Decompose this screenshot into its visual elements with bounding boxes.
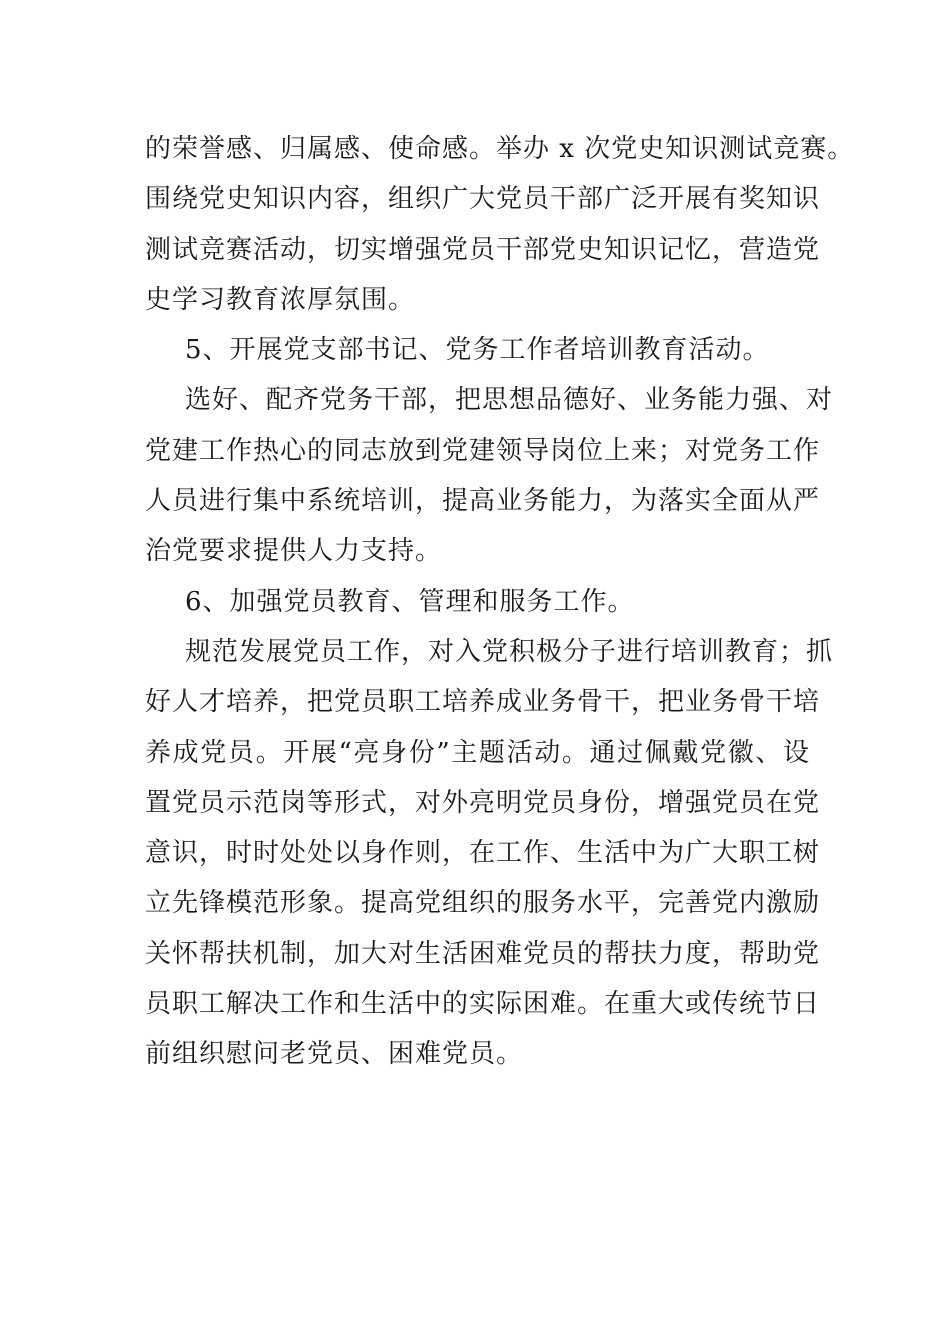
text-line-9: 治党要求提供人力支持。 xyxy=(145,536,443,567)
text-line-19: 前组织慰问老党员、困难党员。 xyxy=(145,1039,524,1070)
section-heading-6: 6、加强党员教育、管理和服务工作。 xyxy=(185,586,635,617)
text-line-7: 党建工作热心的同志放到党建领导岗位上来；对党务工作 xyxy=(145,435,821,466)
text-line-14: 置党员示范岗等形式，对外亮明党员身份，增强党员在党 xyxy=(145,787,821,818)
text-line-2: 围绕党史知识内容，组织广大党员干部广泛开展有奖知识 xyxy=(145,184,821,215)
text-line-18: 员职工解决工作和生活中的实际困难。在重大或传统节日 xyxy=(145,989,821,1020)
text-line-8: 人员进行集中系统培训，提高业务能力，为落实全面从严 xyxy=(145,486,821,517)
section-heading-5: 5、开展党支部书记、党务工作者培训教育活动。 xyxy=(185,335,770,366)
text-line-11: 规范发展党员工作，对入党积极分子进行培训教育；抓 xyxy=(185,636,834,667)
text-line-3: 测试竞赛活动，切实增强党员干部党史知识记忆，营造党 xyxy=(145,234,821,265)
text-line-12: 好人才培养，把党员职工培养成业务骨干，把业务骨干培 xyxy=(145,687,821,718)
document-body xyxy=(145,124,855,1080)
text-line-17: 关怀帮扶机制，加大对生活困难党员的帮扶力度，帮助党 xyxy=(145,938,821,969)
text-line-1: 的荣誉感、归属感、使命感。举办 x 次党史知识测试竞赛。 xyxy=(145,134,855,164)
text-line-6: 选好、配齐党务干部，把思想品德好、业务能力强、对 xyxy=(185,385,834,416)
text-line-16: 立先锋模范形象。提高党组织的服务水平，完善党内激励 xyxy=(145,888,821,919)
text-line-15: 意识，时时处处以身作则，在工作、生活中为广大职工树 xyxy=(145,838,821,869)
text-line-13: 养成党员。开展“亮身份”主题活动。通过佩戴党徽、设 xyxy=(145,737,810,768)
text-line-4: 史学习教育浓厚氛围。 xyxy=(145,284,416,315)
